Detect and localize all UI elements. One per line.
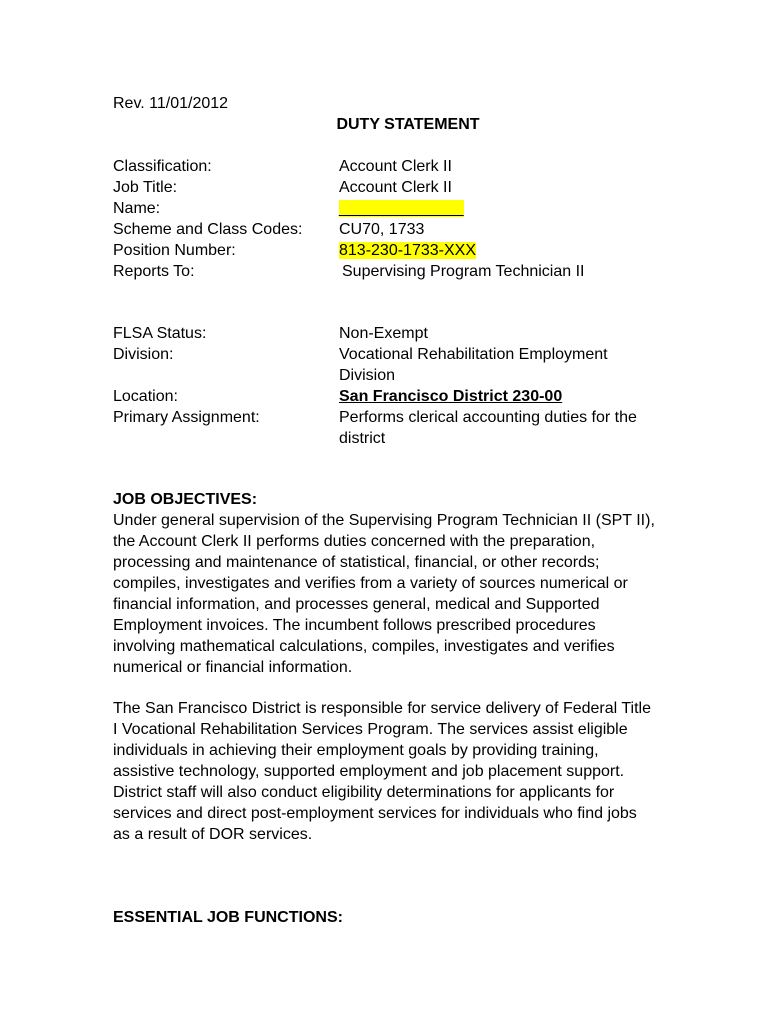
name-blank-highlighted: ______________ bbox=[339, 200, 464, 217]
field-value-wrapper bbox=[339, 240, 649, 261]
field-label: Job Title: bbox=[113, 179, 178, 196]
field-label: Primary Assignment: bbox=[113, 409, 260, 426]
field-value: Performs clerical accounting duties for the district bbox=[339, 409, 637, 447]
field-label: Position Number: bbox=[113, 242, 236, 259]
district-description-paragraph: The San Francisco District is responsible for service delivery of Federal Title I Vocational Rehabilitation Services Program. The services assist eligible individuals in achieving their employment goals by providing training, assistive technology, supported employment and job placement support. District staff will also conduct eligibility determinations for applicants for services and direct post-employment services for individuals who find jobs as a result of DOR services. bbox=[113, 700, 651, 843]
field-value: Non-Exempt bbox=[339, 325, 428, 342]
revision-date: Rev. 11/01/2012 bbox=[113, 95, 229, 112]
job-objectives-heading: JOB OBJECTIVES: bbox=[113, 491, 258, 508]
field-label: Division: bbox=[113, 346, 174, 363]
position-number-highlighted: 813-230-1733-XXX bbox=[339, 242, 476, 259]
essential-functions-heading: ESSENTIAL JOB FUNCTIONS: bbox=[113, 909, 343, 926]
field-value: Account Clerk II bbox=[339, 158, 452, 175]
field-value: CU70, 1733 bbox=[339, 221, 425, 238]
field-label: Scheme and Class Codes: bbox=[113, 221, 303, 238]
field-label: Name: bbox=[113, 200, 161, 217]
field-label: Location: bbox=[113, 388, 178, 405]
job-objectives-paragraph: Under general supervision of the Supervising Program Technician II (SPT II), the Account Clerk II performs duties concerned with the preparation, processing and maintenance of statistical, financial, or other records; compiles, investigates and verifies from a variety of sources numerical or financial information, and processes general, medical and Supported Employment invoices. The incumbent follows prescribed procedures involving mathematical calculations, compiles, investigates and verifies numerical or financial information. bbox=[113, 512, 655, 676]
field-value: Vocational Rehabilitation Employment Division bbox=[339, 346, 608, 384]
field-value: Account Clerk II bbox=[339, 179, 452, 196]
field-label: Reports To: bbox=[113, 263, 195, 280]
document-title: DUTY STATEMENT bbox=[336, 116, 480, 133]
location-value: San Francisco District 230-00 bbox=[339, 388, 563, 405]
field-value: Supervising Program Technician II bbox=[342, 263, 585, 280]
field-label: Classification: bbox=[113, 158, 212, 175]
field-value-wrapper bbox=[339, 198, 649, 219]
field-label: FLSA Status: bbox=[113, 325, 207, 342]
